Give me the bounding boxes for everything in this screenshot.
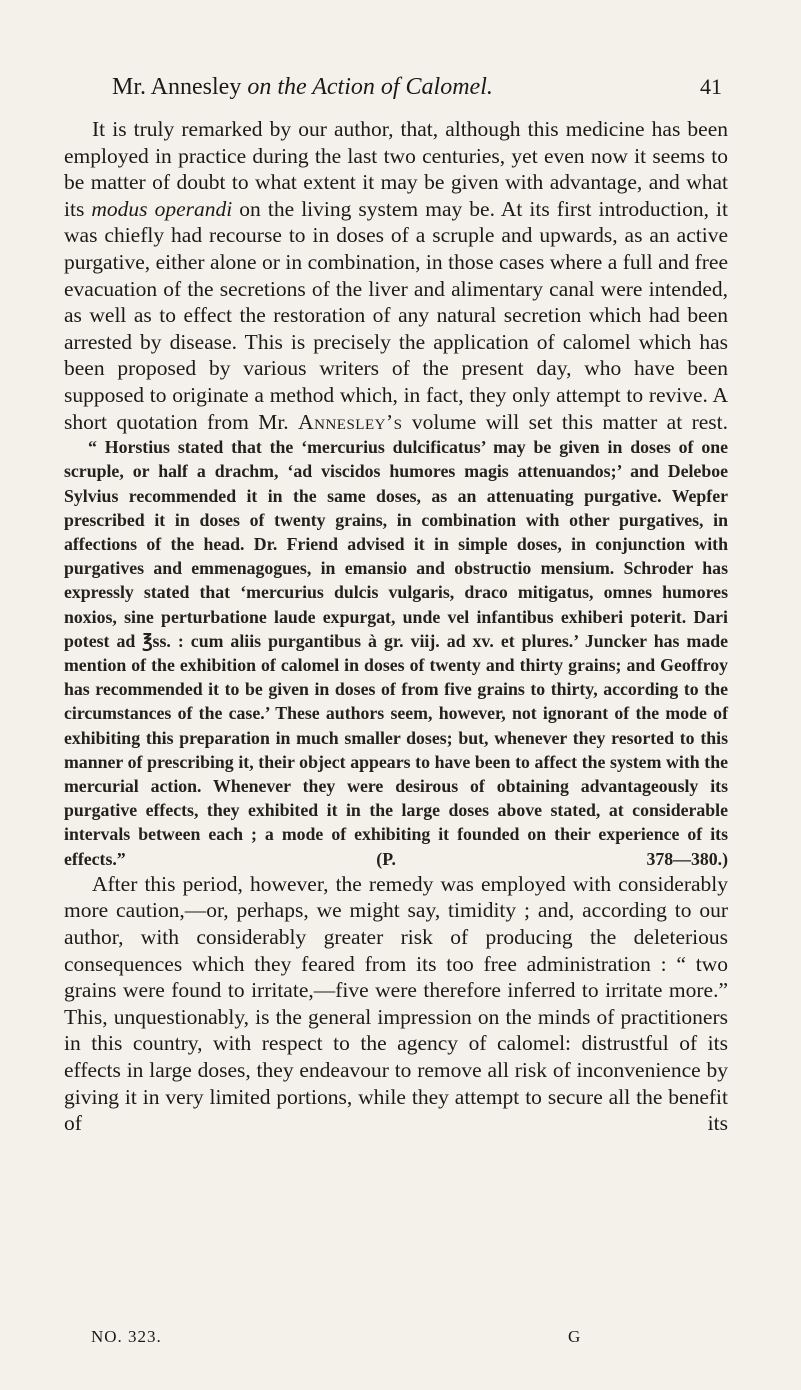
running-title-italic: on the Action of Calomel. <box>247 74 493 100</box>
paragraph-1-italic-phrase: modus operandi <box>91 196 233 221</box>
running-header <box>112 72 722 102</box>
paragraph-1-text-e: volume will set this matter at rest. <box>402 409 728 434</box>
paragraph-1 <box>64 116 728 435</box>
author-name-smallcaps: Annesley’s <box>298 409 403 434</box>
block-quotation: “ Horstius stated that the ‘mercurius dulcificatus’ may be given in doses of one scruple, or half a drachm, ‘ad viscidos humores magis attenuandos;’ and Deleboe Sylvius recommended it in the same doses, as an attenuating purgative. Wepfer prescribed it in doses of twenty grains, in combination with other purgatives, in affections of the head. Dr. Friend advised it in simple doses, in conjunction with purgatives and emmenagogues, in emansio and obstructio mensium. Schroder has expressly stated that ‘mercurius dulcis vulgaris, draco mitigatus, omnes humores noxios, sine perturbatione laude expurgat, unde vel infantibus exhiberi poterit. Dari potest ad ℥ss. : cum aliis purgantibus à gr. viij. ad xv. et plures.’ Juncker has made mention of the exhibition of calomel in doses of twenty and thirty grains; and Geoffroy has recommended it to be given in doses of from five grains to thirty, according to the circumstances of the case.’ These authors seem, however, not ignorant of the mode of exhibiting this preparation in much smaller doses; but, whenever they resorted to this manner of prescribing it, their object appears to have been to affect the system with the mercurial action. Whenever they were desirous of obtaining advantageously its purgative effects, they exhibited it in the large doses above stated, at considerable intervals between each ; a mode of exhibiting it founded on their experience of its effects.” (P. 378—380.) <box>64 437 728 869</box>
signature-mark: G <box>568 1327 581 1346</box>
paragraph-1-text-c: on the living system may be. At its first introduction, it was chiefly had recourse to in doses of a scruple and upwards, as an active purgative, either alone or in combination, in those cases where a full and free evacuation of the secretions of the liver and alimentary canal were intended, as well as to effect the restoration of any natural secretion which had been arrested by disease. This is precisely the application of calomel which has been proposed by various writers of the present day, who have been supposed to originate a method which, in fact, they only attempt to revive. A short quotation from Mr. <box>64 196 728 434</box>
paragraph-1-text-a: It is truly remarked by our author, that, although this medicine has been employed in practice during the last two centuries, yet even now it seems to be matter of doubt to what extent it may be given with advantage, and what its <box>64 117 728 221</box>
running-title-prefix: Mr. Annesley <box>112 74 248 100</box>
running-title <box>112 72 493 102</box>
paragraph-2: After this period, however, the remedy was employed with considerably more caution,—or, perhaps, we might say, timidity ; and, according to our author, with considerably greater risk of producing the deleterious consequences which they feared from its too free administration : “ two grains were found to irritate,—five were therefore inferred to irritate more.” This, unquestionably, is the general impression on the minds of practitioners in this country, with respect to the agency of calomel: distrustful of its effects in large doses, they endeavour to remove all risk of inconvenience by giving it in very limited portions, while they attempt to secure all the benefit of its <box>64 871 728 1136</box>
page-body <box>64 116 728 1137</box>
page-number: 41 <box>700 74 722 99</box>
issue-number: NO. 323. <box>91 1327 162 1346</box>
